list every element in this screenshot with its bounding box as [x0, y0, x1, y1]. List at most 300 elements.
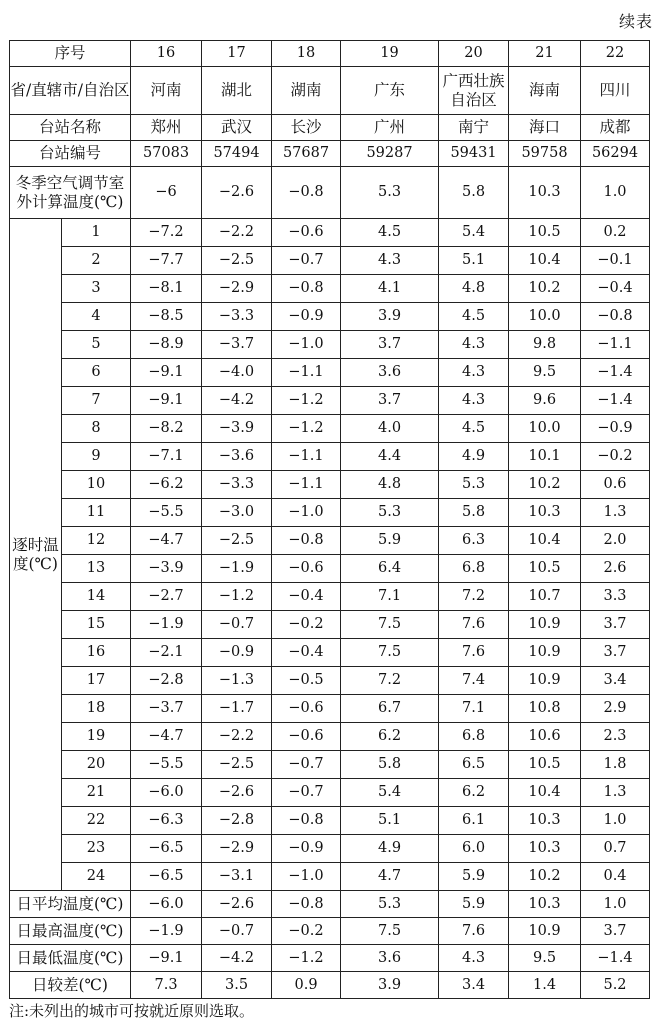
- winter-ac-value: −0.8: [272, 167, 341, 219]
- header-row-seq: [10, 41, 650, 67]
- hour-cell: 21: [62, 779, 131, 807]
- temp-cell: 2.9: [581, 695, 650, 723]
- hourly-row: [10, 723, 650, 751]
- temp-cell: −2.9: [202, 835, 272, 863]
- station-province: 广东: [341, 67, 439, 115]
- summary-cell: 7.5: [341, 918, 439, 945]
- temp-cell: 10.5: [509, 555, 581, 583]
- temp-cell: 3.6: [341, 359, 439, 387]
- station-code: 57494: [202, 141, 272, 167]
- temp-cell: −7.2: [131, 219, 202, 247]
- temp-cell: 6.0: [439, 835, 509, 863]
- station-seq: 16: [131, 41, 202, 67]
- winter-ac-value: 5.3: [341, 167, 439, 219]
- hourly-row: [10, 555, 650, 583]
- temp-cell: −7.7: [131, 247, 202, 275]
- temp-cell: −9.1: [131, 387, 202, 415]
- temp-cell: −0.2: [581, 443, 650, 471]
- temp-cell: 10.3: [509, 499, 581, 527]
- temp-cell: −0.6: [272, 555, 341, 583]
- temp-cell: 10.0: [509, 415, 581, 443]
- temp-cell: −0.7: [272, 751, 341, 779]
- winter-ac-value: −2.6: [202, 167, 272, 219]
- temp-cell: 4.3: [439, 387, 509, 415]
- temp-cell: −0.7: [202, 611, 272, 639]
- temp-cell: −0.4: [581, 275, 650, 303]
- temp-cell: −7.1: [131, 443, 202, 471]
- temp-cell: −1.4: [581, 387, 650, 415]
- hourly-row: [10, 751, 650, 779]
- summary-cell: −1.9: [131, 918, 202, 945]
- temp-cell: −1.2: [272, 415, 341, 443]
- temp-cell: 4.9: [341, 835, 439, 863]
- temp-cell: 4.3: [439, 331, 509, 359]
- temp-cell: −1.9: [202, 555, 272, 583]
- temp-cell: −2.8: [131, 667, 202, 695]
- temp-cell: −0.8: [272, 275, 341, 303]
- summary-cell: 10.9: [509, 918, 581, 945]
- winter-ac-value: 10.3: [509, 167, 581, 219]
- station-name-label: 台站名称: [10, 115, 131, 141]
- temp-cell: 3.7: [341, 331, 439, 359]
- temp-cell: −0.7: [272, 247, 341, 275]
- temp-cell: 10.2: [509, 275, 581, 303]
- temp-cell: 5.3: [439, 471, 509, 499]
- temp-cell: −3.9: [202, 415, 272, 443]
- station-province: 广西壮族自治区: [439, 67, 509, 115]
- hour-cell: 24: [62, 863, 131, 891]
- temp-cell: 3.7: [581, 611, 650, 639]
- summary-label: 日最高温度(℃): [10, 918, 131, 945]
- station-name: 广州: [341, 115, 439, 141]
- temp-cell: −6.2: [131, 471, 202, 499]
- temp-cell: −2.5: [202, 751, 272, 779]
- hourly-row: [10, 863, 650, 891]
- temp-cell: −1.1: [581, 331, 650, 359]
- summary-cell: 7.3: [131, 972, 202, 999]
- temp-cell: 7.6: [439, 611, 509, 639]
- temp-cell: −2.2: [202, 723, 272, 751]
- temp-cell: −9.1: [131, 359, 202, 387]
- station-name: 武汉: [202, 115, 272, 141]
- temp-cell: 10.1: [509, 443, 581, 471]
- temp-cell: −2.6: [202, 779, 272, 807]
- temp-cell: 10.9: [509, 667, 581, 695]
- temp-cell: 10.4: [509, 779, 581, 807]
- summary-row: [10, 918, 650, 945]
- temp-cell: −4.0: [202, 359, 272, 387]
- temp-cell: −0.5: [272, 667, 341, 695]
- temp-cell: 6.2: [341, 723, 439, 751]
- hour-cell: 11: [62, 499, 131, 527]
- winter-ac-value: 5.8: [439, 167, 509, 219]
- winter-ac-value: 1.0: [581, 167, 650, 219]
- temp-cell: 4.7: [341, 863, 439, 891]
- hour-cell: 22: [62, 807, 131, 835]
- temp-cell: 6.8: [439, 555, 509, 583]
- summary-cell: −1.2: [272, 945, 341, 972]
- station-seq: 17: [202, 41, 272, 67]
- temp-cell: −0.9: [272, 303, 341, 331]
- temp-cell: −2.8: [202, 807, 272, 835]
- temp-cell: 0.7: [581, 835, 650, 863]
- temp-cell: −3.6: [202, 443, 272, 471]
- temp-cell: −2.5: [202, 527, 272, 555]
- temp-cell: 3.7: [581, 639, 650, 667]
- hour-cell: 5: [62, 331, 131, 359]
- temp-cell: −5.5: [131, 499, 202, 527]
- summary-cell: 1.4: [509, 972, 581, 999]
- temp-cell: 10.3: [509, 835, 581, 863]
- station-code: 57687: [272, 141, 341, 167]
- temp-cell: −2.7: [131, 583, 202, 611]
- temp-cell: 7.4: [439, 667, 509, 695]
- temp-cell: 4.5: [439, 415, 509, 443]
- hourly-row: [10, 303, 650, 331]
- temp-cell: −0.9: [272, 835, 341, 863]
- temp-cell: −8.9: [131, 331, 202, 359]
- summary-cell: −1.4: [581, 945, 650, 972]
- temp-cell: −5.5: [131, 751, 202, 779]
- temp-cell: −3.3: [202, 303, 272, 331]
- hourly-row: [10, 331, 650, 359]
- temp-cell: −0.6: [272, 723, 341, 751]
- temp-cell: −0.9: [202, 639, 272, 667]
- hour-cell: 17: [62, 667, 131, 695]
- temp-cell: −2.9: [202, 275, 272, 303]
- temp-cell: 6.5: [439, 751, 509, 779]
- hour-cell: 16: [62, 639, 131, 667]
- temp-cell: 6.1: [439, 807, 509, 835]
- temp-cell: 0.2: [581, 219, 650, 247]
- temp-cell: −0.8: [272, 527, 341, 555]
- hour-cell: 19: [62, 723, 131, 751]
- temp-cell: −1.2: [272, 387, 341, 415]
- winter-ac-row: [10, 167, 650, 219]
- temp-cell: −0.4: [272, 639, 341, 667]
- temp-cell: 4.9: [439, 443, 509, 471]
- temp-cell: 5.8: [439, 499, 509, 527]
- temp-cell: −4.7: [131, 723, 202, 751]
- temp-cell: −3.7: [202, 331, 272, 359]
- temperature-table: [9, 40, 650, 999]
- temp-cell: −6.3: [131, 807, 202, 835]
- temp-cell: −8.2: [131, 415, 202, 443]
- winter-ac-label: 冬季空气调节室外计算温度(℃): [10, 167, 131, 219]
- hourly-row: [10, 779, 650, 807]
- summary-row: [10, 945, 650, 972]
- temp-cell: 10.5: [509, 219, 581, 247]
- temp-cell: −1.1: [272, 443, 341, 471]
- temp-cell: 0.4: [581, 863, 650, 891]
- seq-label: 序号: [10, 41, 131, 67]
- temp-cell: 4.8: [439, 275, 509, 303]
- temp-cell: −0.9: [581, 415, 650, 443]
- temp-cell: 3.9: [341, 303, 439, 331]
- temp-cell: 9.5: [509, 359, 581, 387]
- temp-cell: −6.5: [131, 835, 202, 863]
- temp-cell: 3.4: [581, 667, 650, 695]
- temp-cell: −3.3: [202, 471, 272, 499]
- temp-cell: 7.1: [341, 583, 439, 611]
- temp-cell: −6.0: [131, 779, 202, 807]
- temp-cell: 10.5: [509, 751, 581, 779]
- hourly-row: [10, 667, 650, 695]
- hourly-row: [10, 443, 650, 471]
- hourly-row: [10, 639, 650, 667]
- station-province: 河南: [131, 67, 202, 115]
- temp-cell: 10.9: [509, 639, 581, 667]
- hour-cell: 20: [62, 751, 131, 779]
- temp-cell: 4.1: [341, 275, 439, 303]
- province-label: 省/直辖市/自治区: [10, 67, 131, 115]
- header-row-name: [10, 115, 650, 141]
- summary-cell: 3.4: [439, 972, 509, 999]
- table-body: [10, 41, 650, 999]
- temp-cell: −0.8: [581, 303, 650, 331]
- winter-ac-value: −6: [131, 167, 202, 219]
- temp-cell: 5.9: [439, 863, 509, 891]
- temp-cell: 3.7: [341, 387, 439, 415]
- station-code: 59431: [439, 141, 509, 167]
- summary-cell: 3.6: [341, 945, 439, 972]
- hourly-row: [10, 835, 650, 863]
- temp-cell: 10.4: [509, 527, 581, 555]
- temp-cell: −4.7: [131, 527, 202, 555]
- temp-cell: −2.1: [131, 639, 202, 667]
- temp-cell: 1.3: [581, 779, 650, 807]
- temp-cell: −1.4: [581, 359, 650, 387]
- temp-cell: 4.5: [439, 303, 509, 331]
- temp-cell: −0.6: [272, 219, 341, 247]
- temp-cell: −1.0: [272, 499, 341, 527]
- temp-cell: −2.5: [202, 247, 272, 275]
- temp-cell: 2.6: [581, 555, 650, 583]
- station-code: 56294: [581, 141, 650, 167]
- station-code: 59287: [341, 141, 439, 167]
- temp-cell: 10.3: [509, 807, 581, 835]
- temp-cell: −8.5: [131, 303, 202, 331]
- summary-cell: 9.5: [509, 945, 581, 972]
- hourly-row: [10, 387, 650, 415]
- summary-cell: −6.0: [131, 891, 202, 918]
- summary-cell: 7.6: [439, 918, 509, 945]
- temp-cell: 6.4: [341, 555, 439, 583]
- temp-cell: 7.6: [439, 639, 509, 667]
- summary-cell: −2.6: [202, 891, 272, 918]
- header-row-province: [10, 67, 650, 115]
- temp-cell: 7.2: [341, 667, 439, 695]
- hourly-row: [10, 415, 650, 443]
- hourly-row: [10, 611, 650, 639]
- temp-cell: 7.5: [341, 639, 439, 667]
- station-name: 海口: [509, 115, 581, 141]
- temp-cell: 3.3: [581, 583, 650, 611]
- temp-cell: 10.8: [509, 695, 581, 723]
- temp-cell: −1.0: [272, 863, 341, 891]
- hour-cell: 1: [62, 219, 131, 247]
- hour-cell: 23: [62, 835, 131, 863]
- temp-cell: 6.2: [439, 779, 509, 807]
- temp-cell: 10.4: [509, 247, 581, 275]
- temp-cell: −0.1: [581, 247, 650, 275]
- summary-cell: 5.9: [439, 891, 509, 918]
- temp-cell: 5.4: [439, 219, 509, 247]
- continued-label: 续表: [618, 12, 653, 31]
- temp-cell: 6.3: [439, 527, 509, 555]
- temp-cell: 6.8: [439, 723, 509, 751]
- temp-cell: 10.9: [509, 611, 581, 639]
- station-name: 南宁: [439, 115, 509, 141]
- summary-cell: −9.1: [131, 945, 202, 972]
- station-code: 57083: [131, 141, 202, 167]
- hourly-temp-label: 逐时温度(℃): [10, 219, 62, 891]
- temp-cell: 2.3: [581, 723, 650, 751]
- station-name: 长沙: [272, 115, 341, 141]
- station-province: 湖北: [202, 67, 272, 115]
- temp-cell: 5.3: [341, 499, 439, 527]
- temp-cell: 5.9: [341, 527, 439, 555]
- station-province: 四川: [581, 67, 650, 115]
- summary-row: [10, 972, 650, 999]
- temp-cell: 4.3: [341, 247, 439, 275]
- station-seq: 20: [439, 41, 509, 67]
- temp-cell: 5.4: [341, 779, 439, 807]
- temp-cell: −3.7: [131, 695, 202, 723]
- hour-cell: 8: [62, 415, 131, 443]
- summary-cell: 3.5: [202, 972, 272, 999]
- hourly-row: [10, 527, 650, 555]
- temp-cell: −3.0: [202, 499, 272, 527]
- temp-cell: 6.7: [341, 695, 439, 723]
- temp-cell: 7.2: [439, 583, 509, 611]
- temp-cell: −1.1: [272, 359, 341, 387]
- temp-cell: −1.2: [202, 583, 272, 611]
- temp-cell: 9.8: [509, 331, 581, 359]
- summary-cell: 3.9: [341, 972, 439, 999]
- temp-cell: 10.6: [509, 723, 581, 751]
- hour-cell: 7: [62, 387, 131, 415]
- hourly-row: [10, 471, 650, 499]
- temp-cell: 10.0: [509, 303, 581, 331]
- summary-cell: 10.3: [509, 891, 581, 918]
- hourly-row: [10, 807, 650, 835]
- hour-cell: 9: [62, 443, 131, 471]
- temp-cell: −0.8: [272, 807, 341, 835]
- hourly-row: [10, 583, 650, 611]
- temp-cell: 4.4: [341, 443, 439, 471]
- summary-cell: 3.7: [581, 918, 650, 945]
- station-code-label: 台站编号: [10, 141, 131, 167]
- temp-cell: −4.2: [202, 387, 272, 415]
- summary-label: 日较差(℃): [10, 972, 131, 999]
- station-code: 59758: [509, 141, 581, 167]
- temp-cell: 5.1: [439, 247, 509, 275]
- hourly-row: [10, 695, 650, 723]
- temp-cell: 7.1: [439, 695, 509, 723]
- hour-cell: 6: [62, 359, 131, 387]
- summary-row: [10, 891, 650, 918]
- temp-cell: −0.2: [272, 611, 341, 639]
- station-name: 郑州: [131, 115, 202, 141]
- hourly-row: [10, 247, 650, 275]
- temp-cell: −1.9: [131, 611, 202, 639]
- temp-cell: −0.6: [272, 695, 341, 723]
- temp-cell: −1.1: [272, 471, 341, 499]
- hour-cell: 18: [62, 695, 131, 723]
- summary-cell: −0.8: [272, 891, 341, 918]
- summary-cell: 0.9: [272, 972, 341, 999]
- temp-cell: 5.1: [341, 807, 439, 835]
- temp-cell: 4.5: [341, 219, 439, 247]
- station-name: 成都: [581, 115, 650, 141]
- hour-cell: 10: [62, 471, 131, 499]
- hour-cell: 4: [62, 303, 131, 331]
- summary-cell: −0.7: [202, 918, 272, 945]
- temp-cell: 1.3: [581, 499, 650, 527]
- temp-cell: 7.5: [341, 611, 439, 639]
- temp-cell: 9.6: [509, 387, 581, 415]
- temp-cell: −1.0: [272, 331, 341, 359]
- hour-cell: 2: [62, 247, 131, 275]
- summary-cell: 1.0: [581, 891, 650, 918]
- hourly-row: [10, 499, 650, 527]
- summary-label: 日最低温度(℃): [10, 945, 131, 972]
- temp-cell: 1.0: [581, 807, 650, 835]
- temp-cell: −8.1: [131, 275, 202, 303]
- station-seq: 21: [509, 41, 581, 67]
- temp-cell: 4.3: [439, 359, 509, 387]
- station-seq: 18: [272, 41, 341, 67]
- temp-cell: −3.9: [131, 555, 202, 583]
- header-row-code: [10, 141, 650, 167]
- temp-cell: 10.2: [509, 471, 581, 499]
- station-province: 海南: [509, 67, 581, 115]
- temp-cell: 2.0: [581, 527, 650, 555]
- station-seq: 19: [341, 41, 439, 67]
- temp-cell: 4.8: [341, 471, 439, 499]
- hourly-row: [10, 275, 650, 303]
- temp-cell: 10.7: [509, 583, 581, 611]
- hour-cell: 13: [62, 555, 131, 583]
- station-province: 湖南: [272, 67, 341, 115]
- hour-cell: 12: [62, 527, 131, 555]
- hour-cell: 15: [62, 611, 131, 639]
- temp-cell: 4.0: [341, 415, 439, 443]
- temp-cell: 5.8: [341, 751, 439, 779]
- hour-cell: 3: [62, 275, 131, 303]
- temp-cell: 10.2: [509, 863, 581, 891]
- temp-cell: −2.2: [202, 219, 272, 247]
- summary-label: 日平均温度(℃): [10, 891, 131, 918]
- hourly-row: [10, 359, 650, 387]
- station-seq: 22: [581, 41, 650, 67]
- temp-cell: −3.1: [202, 863, 272, 891]
- hour-cell: 14: [62, 583, 131, 611]
- temp-cell: −1.7: [202, 695, 272, 723]
- summary-cell: −0.2: [272, 918, 341, 945]
- summary-cell: 4.3: [439, 945, 509, 972]
- temp-cell: −6.5: [131, 863, 202, 891]
- temp-cell: 1.8: [581, 751, 650, 779]
- hourly-row: [10, 219, 650, 247]
- temp-cell: 0.6: [581, 471, 650, 499]
- temp-cell: −0.7: [272, 779, 341, 807]
- footnote: 注:未列出的城市可按就近原则选取。: [9, 1002, 255, 1020]
- summary-cell: 5.3: [341, 891, 439, 918]
- temp-cell: −0.4: [272, 583, 341, 611]
- summary-cell: −4.2: [202, 945, 272, 972]
